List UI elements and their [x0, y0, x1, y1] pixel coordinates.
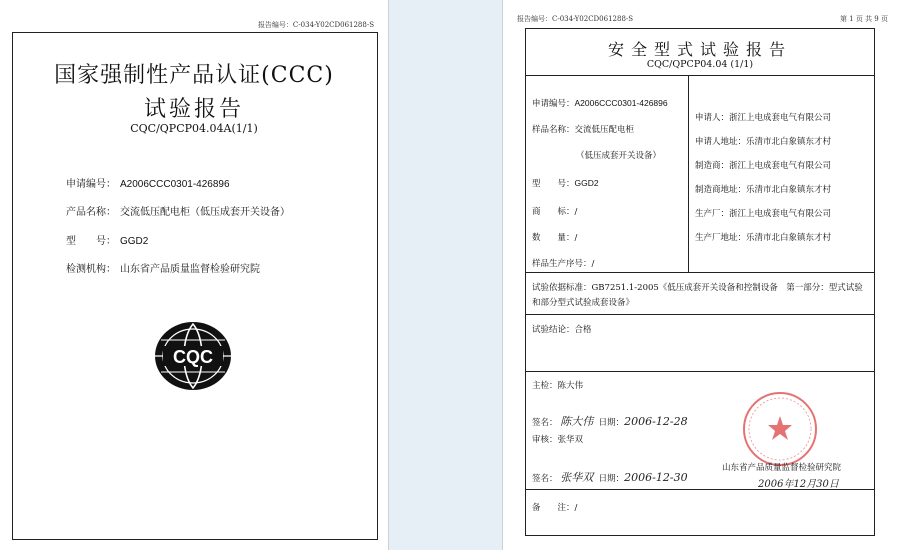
- field-label: 生产厂地址：: [695, 233, 747, 243]
- left-row-label: 型 号：: [66, 236, 116, 247]
- left-row-application-no: [66, 175, 230, 190]
- field-value: 浙江上电成套电气有限公司: [729, 161, 832, 171]
- field-value: /: [574, 233, 578, 243]
- right-document-page: [503, 0, 900, 550]
- handwritten-signature: 张华双: [560, 471, 594, 484]
- left-row-model: [66, 232, 148, 247]
- test-conclusion-value: 合格: [574, 325, 592, 335]
- left-row-label: 检测机构：: [66, 264, 116, 275]
- field-label: 数 量：: [532, 233, 575, 243]
- right-report-number: 报告编号：C-034-Y02CD061288-S: [517, 15, 634, 23]
- left-title-line2: 试验报告: [143, 97, 244, 122]
- field-sample-name-cont: [576, 149, 661, 161]
- field-label: 生产厂：: [695, 209, 730, 219]
- field-sample-name: [532, 123, 634, 135]
- field-label: 申请人：: [695, 113, 730, 123]
- field-model: [532, 177, 599, 189]
- sign-label: 签名：: [532, 474, 558, 484]
- field-serial-no: [532, 257, 594, 269]
- field-value: （低压成套开关设备）: [576, 151, 662, 161]
- test-conclusion: [532, 323, 592, 335]
- inspector-name: 陈大伟: [557, 381, 584, 391]
- reviewer-name: 张华双: [557, 435, 584, 445]
- divider: [526, 75, 874, 76]
- field-value: /: [574, 207, 578, 217]
- handwritten-date: 2006-12-28: [624, 415, 688, 428]
- reviewer-label: 审核：: [532, 435, 558, 445]
- report-table: [525, 28, 875, 536]
- field-applicant: [695, 111, 831, 123]
- official-seal-stamp: [740, 389, 820, 469]
- field-value: 交流低压配电柜: [574, 125, 635, 135]
- field-value: 浙江上电成套电气有限公司: [729, 209, 832, 219]
- left-report-number: 报告编号：C-034-Y02CD061288-S: [257, 21, 374, 29]
- date-label: 日期：: [598, 474, 625, 484]
- left-row-value: GGD2: [120, 236, 149, 247]
- inspector-row: [532, 379, 583, 391]
- field-label: 制造商：: [695, 161, 730, 171]
- field-value: 乐清市北白象镇东才村: [746, 233, 832, 243]
- issuing-organization: 山东省产品质量监督检验研究院: [722, 463, 842, 473]
- field-value: 乐清市北白象镇东才村: [746, 137, 832, 147]
- left-row-value: 交流低压配电柜（低压成套开关设备）: [120, 207, 290, 218]
- remarks-label: 备 注：: [532, 503, 575, 513]
- left-document-page: [0, 0, 388, 550]
- test-conclusion-label: 试验结论：: [532, 325, 575, 335]
- reviewer-signature-row: [532, 469, 688, 485]
- left-row-value: A2006CCC0301-426896: [120, 179, 230, 190]
- sign-label: 签名：: [532, 418, 558, 428]
- report-title: 安全型式试验报告: [607, 40, 792, 59]
- reviewer-row: [532, 433, 583, 445]
- field-factory: [695, 207, 831, 219]
- divider: [526, 489, 874, 490]
- field-quantity: [532, 231, 577, 243]
- remarks-row: [532, 501, 577, 513]
- field-applicant-address: [695, 135, 831, 147]
- field-trademark: [532, 205, 577, 217]
- field-label: 申请编号：: [532, 99, 575, 109]
- left-form-code: CQC/QPCP04.04A(1/1): [130, 122, 258, 135]
- date-label: 日期：: [598, 418, 625, 428]
- field-value: A2006CCC0301-426896: [574, 98, 668, 108]
- handwritten-date: 2006-12-30: [624, 471, 688, 484]
- left-title-line1: 国家强制性产品认证(CCC): [54, 63, 334, 88]
- field-value: 乐清市北白象镇东才村: [746, 185, 832, 195]
- divider: [526, 314, 874, 315]
- field-label: 申请人地址：: [695, 137, 747, 147]
- test-standard: [532, 281, 868, 311]
- field-label: 型 号：: [532, 179, 575, 189]
- left-row-label: 申请编号：: [66, 179, 116, 190]
- inspector-label: 主检：: [532, 381, 558, 391]
- left-row-product-name: [66, 203, 290, 218]
- column-divider: [688, 75, 689, 272]
- field-factory-address: [695, 231, 831, 243]
- divider: [526, 371, 874, 372]
- handwritten-signature: 陈大伟: [560, 415, 594, 428]
- svg-text:CQC: CQC: [173, 347, 213, 367]
- field-label: 商 标：: [532, 207, 575, 217]
- test-standard-label: 试验依据标准：: [532, 283, 592, 293]
- field-label: 制造商地址：: [695, 185, 747, 195]
- left-row-label: 产品名称：: [66, 207, 116, 218]
- page-info: 第 1 页 共 9 页: [839, 15, 888, 23]
- field-label: 样品名称：: [532, 125, 575, 135]
- issue-date: 2006年12月30日: [758, 479, 839, 490]
- field-value: GGD2: [574, 178, 599, 188]
- left-row-testing-institute: [66, 260, 260, 275]
- inspector-signature-row: [532, 413, 688, 429]
- field-manufacturer-address: [695, 183, 831, 195]
- left-row-value: 山东省产品质量监督检验研究院: [120, 264, 260, 275]
- remarks-value: /: [574, 503, 578, 513]
- field-value: 浙江上电成套电气有限公司: [729, 113, 832, 123]
- report-form-code: CQC/QPCP04.04 (1/1): [646, 59, 754, 70]
- field-application-no: [532, 97, 668, 109]
- field-value: /: [591, 259, 595, 269]
- divider: [526, 272, 874, 273]
- field-label: 样品生产序号：: [532, 259, 592, 269]
- test-standard-value: GB7251.1-2005《低压成套开关设备和控制设备 第一部分：型式试验和部分型式试验成套设备》: [532, 283, 863, 308]
- cqc-logo: [151, 318, 235, 394]
- field-manufacturer: [695, 159, 831, 171]
